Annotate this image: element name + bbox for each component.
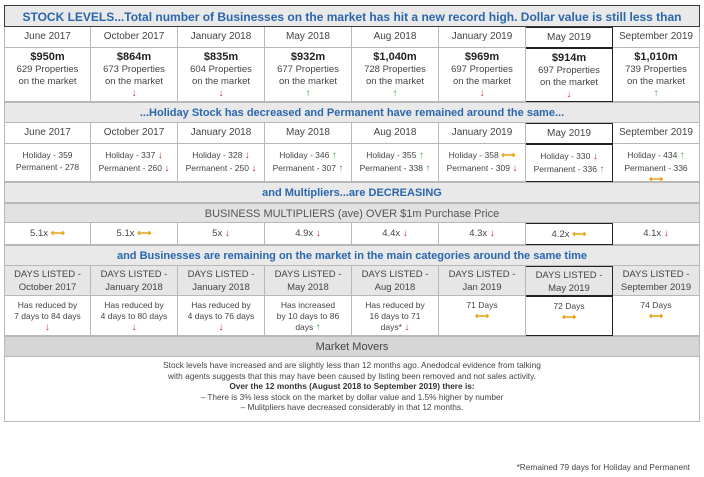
left-right-arrow-icon: ⟷ — [648, 174, 664, 182]
days-header-period: September 2019 — [620, 282, 692, 293]
down-arrow-icon: ↓ — [402, 228, 408, 239]
down-arrow-icon: ↓ — [592, 151, 598, 162]
days-header-label: DAYS LISTED - — [361, 269, 429, 280]
period-label: June 2017 — [24, 127, 71, 138]
days-header-period: October 2017 — [18, 282, 77, 293]
days-value-cell — [526, 296, 613, 336]
multiplier-cell — [91, 223, 178, 245]
period-label: January 2018 — [190, 127, 252, 138]
days-value-line: Has reduced by — [104, 300, 164, 310]
holiday-count: Holiday - 330 — [540, 151, 591, 161]
period-label: September 2019 — [619, 127, 693, 138]
stock-amount: $1,010m — [634, 51, 678, 63]
mix-cell — [178, 144, 265, 182]
holiday-count: Holiday - 355 — [366, 150, 417, 160]
permanent-count: Permanent - 336 — [533, 164, 597, 174]
permanent-count: Permanent - 307 — [272, 163, 336, 173]
multiplier-value: 5.1x — [30, 228, 48, 239]
property-count: 673 Properties — [103, 64, 165, 75]
stock-amount: $932m — [290, 51, 326, 63]
multiplier-cell — [178, 223, 265, 245]
period-header — [526, 123, 613, 144]
period-label: October 2017 — [103, 127, 165, 138]
days-value-cell — [4, 296, 91, 336]
period-header — [613, 27, 700, 48]
permanent-line — [265, 162, 351, 175]
period-label: June 2017 — [24, 31, 71, 42]
holiday-line — [91, 149, 177, 162]
days-header-label: DAYS LISTED - — [274, 269, 342, 280]
down-arrow-icon: ↓ — [218, 322, 224, 333]
stock-cell — [178, 48, 265, 102]
days-header-label: DAYS LISTED - — [187, 269, 255, 280]
multipliers-subheading: BUSINESS MULTIPLIERS (ave) OVER $1m Purchase Price — [4, 203, 700, 223]
holiday-line — [352, 149, 438, 162]
period-label: October 2017 — [103, 31, 165, 42]
stock-cell — [613, 48, 700, 102]
stock-amount: $835m — [203, 51, 239, 63]
stock-cell — [526, 48, 613, 102]
property-count: 728 Properties — [364, 64, 426, 75]
days-value-line: 72 Days — [553, 301, 585, 311]
down-arrow-icon: ↓ — [566, 89, 572, 100]
multiplier-cell — [265, 223, 352, 245]
period-header — [526, 27, 613, 48]
days-value-cell — [265, 296, 352, 336]
holiday-line — [439, 149, 525, 162]
up-arrow-icon: ↑ — [653, 88, 659, 99]
period-header — [352, 123, 439, 144]
left-right-arrow-icon: ⟷ — [501, 150, 516, 161]
days-header-cell — [352, 266, 439, 296]
days-value-line: days ↑ — [295, 322, 321, 333]
period-header-row-2 — [4, 123, 700, 144]
period-label: January 2019 — [451, 31, 513, 42]
multiplier-value: 4.3x — [469, 228, 488, 239]
property-count: 697 Properties — [451, 64, 513, 75]
holiday-count: Holiday - 434 — [627, 150, 678, 160]
market-label: on the market — [104, 76, 164, 87]
period-header-row — [4, 27, 700, 48]
market-label: on the market — [365, 76, 425, 87]
mix-cell — [91, 144, 178, 182]
stock-row — [4, 48, 700, 102]
multiplier-cell — [352, 223, 439, 245]
days-header-period: January 2018 — [192, 282, 250, 293]
mix-cell — [526, 144, 613, 182]
days-value-line: by 10 days to 86 — [276, 311, 340, 321]
days-header-cell — [265, 266, 352, 296]
days-header-label: DAYS LISTED - — [100, 269, 168, 280]
market-label: on the market — [452, 76, 512, 87]
period-header — [178, 27, 265, 48]
up-arrow-icon: ↑ — [599, 164, 605, 175]
holiday-line — [526, 150, 612, 163]
period-label: Aug 2018 — [373, 127, 417, 138]
left-right-arrow-icon: ⟷ — [137, 228, 152, 239]
mix-cell — [352, 144, 439, 182]
permanent-count: Permanent - 278 — [15, 162, 80, 172]
days-header-label: DAYS LISTED - — [622, 269, 690, 280]
days-header-cell — [613, 266, 700, 296]
permanent-count: Permanent - 336 — [624, 163, 688, 173]
property-count: 739 Properties — [625, 64, 687, 75]
period-label: May 2019 — [547, 32, 591, 43]
permanent-line — [91, 162, 177, 175]
days-header-period: Jan 2019 — [462, 282, 502, 293]
period-label: September 2019 — [619, 31, 693, 42]
period-label: Aug 2018 — [373, 31, 417, 42]
multiplier-value: 4.1x — [643, 228, 662, 239]
mix-cell — [439, 144, 526, 182]
permanent-line — [439, 162, 525, 175]
down-arrow-icon: ↓ — [131, 322, 137, 333]
market-label: on the market — [626, 76, 686, 87]
days-header-label: DAYS LISTED - — [535, 270, 603, 281]
holiday-line — [5, 149, 90, 161]
days-value-line: Has increased — [280, 300, 336, 310]
days-value-line: 4 days to 76 days — [187, 311, 255, 321]
notes-line-2: with agents suggests that this may have been caused by listing been removed and not sales activity. — [168, 370, 536, 381]
property-count: 629 Properties — [16, 64, 79, 75]
permanent-count: Permanent - 338 — [359, 163, 423, 173]
market-report — [4, 5, 700, 422]
notes-line-3: Over the 12 months (August 2018 to September 2019) there is: — [229, 381, 475, 392]
stock-amount: $1,040m — [373, 51, 417, 63]
market-label: on the market — [191, 76, 251, 87]
report-title: STOCK LEVELS...Total number of Businesses on the market has hit a new record high. Dollar value is still less than — [4, 5, 700, 27]
stock-cell — [4, 48, 91, 102]
mix-cell — [265, 144, 352, 182]
permanent-line — [352, 162, 438, 175]
left-right-arrow-icon: ⟷ — [648, 311, 664, 322]
market-label: on the market — [278, 76, 338, 87]
period-header — [178, 123, 265, 144]
period-header — [352, 27, 439, 48]
multipliers-heading: and Multipliers...are DECREASING — [4, 182, 700, 203]
period-header — [439, 123, 526, 144]
days-value-line: 74 Days — [640, 300, 672, 310]
days-value-line: 7 days to 84 days — [14, 311, 81, 321]
period-header — [265, 123, 352, 144]
days-value-line: Has reduced by — [365, 300, 425, 310]
days-value-cell — [352, 296, 439, 336]
stock-amount: $950m — [30, 51, 65, 63]
days-value-cell — [91, 296, 178, 336]
period-header — [4, 27, 91, 48]
days-header-cell — [439, 266, 526, 296]
holiday-count: Holiday - 358 — [448, 150, 499, 160]
up-arrow-icon: ↑ — [305, 88, 311, 99]
stock-cell — [91, 48, 178, 102]
period-header — [91, 27, 178, 48]
days-value-line: 4 days to 80 days — [100, 311, 168, 321]
up-arrow-icon: ↑ — [338, 163, 344, 174]
period-header — [265, 27, 352, 48]
market-movers-heading: Market Movers — [4, 336, 700, 357]
days-value-line: Has reduced by — [17, 300, 78, 310]
down-arrow-icon: ↓ — [489, 228, 495, 239]
holiday-heading: ...Holiday Stock has decreased and Permanent have remained around the same... — [4, 102, 700, 123]
down-arrow-icon: ↓ — [251, 163, 257, 174]
stock-cell — [265, 48, 352, 102]
days-header-row — [4, 266, 700, 296]
days-header-period: May 2018 — [287, 282, 329, 293]
days-header-label: DAYS LISTED - — [448, 269, 516, 280]
up-arrow-icon: ↑ — [315, 322, 321, 333]
notes-line-1: Stock levels have increased and are slightly less than 12 months ago. Anedodcal evidence from talking — [163, 360, 541, 370]
days-header-cell — [178, 266, 265, 296]
period-header — [613, 123, 700, 144]
permanent-line — [613, 162, 699, 174]
down-arrow-icon: ↓ — [315, 228, 321, 239]
days-header-cell — [91, 266, 178, 296]
down-arrow-icon: ↓ — [244, 150, 250, 161]
period-label: May 2019 — [547, 128, 591, 139]
holiday-count: Holiday - 346 — [279, 150, 330, 160]
multiplier-value: 4.4x — [382, 228, 401, 239]
permanent-line — [526, 163, 612, 176]
property-count: 677 Properties — [277, 64, 339, 75]
multiplier-value: 4.2x — [551, 229, 570, 240]
multipliers-row — [4, 223, 700, 245]
multiplier-cell — [4, 223, 91, 245]
up-arrow-icon: ↑ — [418, 150, 424, 161]
down-arrow-icon: ↓ — [512, 163, 518, 174]
notes-line-4: – There is 3% less stock on the market by dollar value and 1.5% higher by number — [200, 391, 504, 402]
left-right-arrow-icon: ⟷ — [474, 311, 490, 322]
days-value-line: 71 Days — [466, 300, 498, 310]
down-arrow-icon: ↓ — [164, 163, 170, 174]
permanent-count: Permanent - 250 — [185, 163, 249, 173]
holiday-line — [178, 149, 264, 162]
footnote: *Remained 79 days for Holiday and Permanent — [516, 462, 690, 472]
days-values-row — [4, 296, 700, 336]
market-label: on the market — [539, 77, 599, 88]
holiday-line — [265, 149, 351, 162]
stock-cell — [352, 48, 439, 102]
days-heading: and Businesses are remaining on the market in the main categories around the same time — [4, 245, 700, 266]
permanent-line — [178, 162, 264, 175]
period-label: January 2019 — [451, 127, 513, 138]
multiplier-value: 5x — [212, 228, 223, 239]
multiplier-cell — [439, 223, 526, 245]
multiplier-cell — [526, 223, 613, 245]
left-right-arrow-icon: ⟷ — [50, 228, 65, 239]
down-arrow-icon: ↓ — [479, 88, 485, 99]
days-value-line: Has reduced by — [191, 300, 251, 310]
days-value-cell — [439, 296, 526, 336]
up-arrow-icon: ↑ — [425, 163, 431, 174]
days-value-cell — [178, 296, 265, 336]
holiday-count: Holiday - 359 — [22, 150, 73, 160]
left-right-arrow-icon: ⟷ — [572, 229, 587, 240]
days-value-line: days* ↓ — [380, 322, 410, 333]
stock-amount: $969m — [464, 51, 500, 63]
days-header-period: May 2019 — [548, 283, 590, 294]
period-label: January 2018 — [190, 31, 252, 42]
days-value-cell — [613, 296, 700, 336]
period-header — [439, 27, 526, 48]
days-value-line: 16 days to 71 — [369, 311, 421, 321]
up-arrow-icon: ↑ — [679, 150, 685, 161]
permanent-count: Permanent - 260 — [98, 163, 162, 173]
days-header-cell — [526, 266, 613, 296]
days-header-cell — [4, 266, 91, 296]
permanent-line — [5, 161, 90, 173]
up-arrow-icon: ↑ — [331, 150, 337, 161]
down-arrow-icon: ↓ — [45, 322, 50, 333]
stock-amount: $914m — [551, 52, 587, 64]
multiplier-value: 4.9x — [295, 228, 314, 239]
down-arrow-icon: ↓ — [131, 88, 137, 99]
down-arrow-icon: ↓ — [218, 88, 224, 99]
period-header — [91, 123, 178, 144]
multiplier-value: 5.1x — [116, 228, 135, 239]
permanent-count: Permanent - 309 — [446, 163, 510, 173]
down-arrow-icon: ↓ — [404, 322, 410, 333]
down-arrow-icon: ↓ — [663, 228, 669, 239]
property-count: 604 Properties — [190, 64, 252, 75]
period-label: May 2018 — [286, 31, 330, 42]
mix-cell — [613, 144, 700, 182]
market-label: on the market — [18, 76, 77, 87]
holiday-permanent-row — [4, 144, 700, 182]
holiday-count: Holiday - 328 — [192, 150, 243, 160]
holiday-line — [613, 149, 699, 162]
holiday-count: Holiday - 337 — [105, 150, 156, 160]
down-arrow-icon: ↓ — [157, 150, 163, 161]
market-movers-notes — [4, 357, 700, 422]
up-arrow-icon: ↑ — [392, 88, 398, 99]
down-arrow-icon: ↓ — [224, 228, 230, 239]
stock-amount: $864m — [116, 51, 152, 63]
stock-cell — [439, 48, 526, 102]
multiplier-cell — [613, 223, 700, 245]
days-header-label: DAYS LISTED - — [14, 269, 81, 280]
period-header — [4, 123, 91, 144]
property-count: 697 Properties — [538, 65, 600, 76]
days-header-period: Aug 2018 — [374, 282, 416, 293]
period-label: May 2018 — [286, 127, 330, 138]
left-right-arrow-icon: ⟷ — [561, 312, 577, 323]
mix-cell — [4, 144, 91, 182]
days-header-period: January 2018 — [105, 282, 163, 293]
notes-line-5: – Mulitpliers have decreased considerably in that 12 months. — [240, 402, 464, 413]
